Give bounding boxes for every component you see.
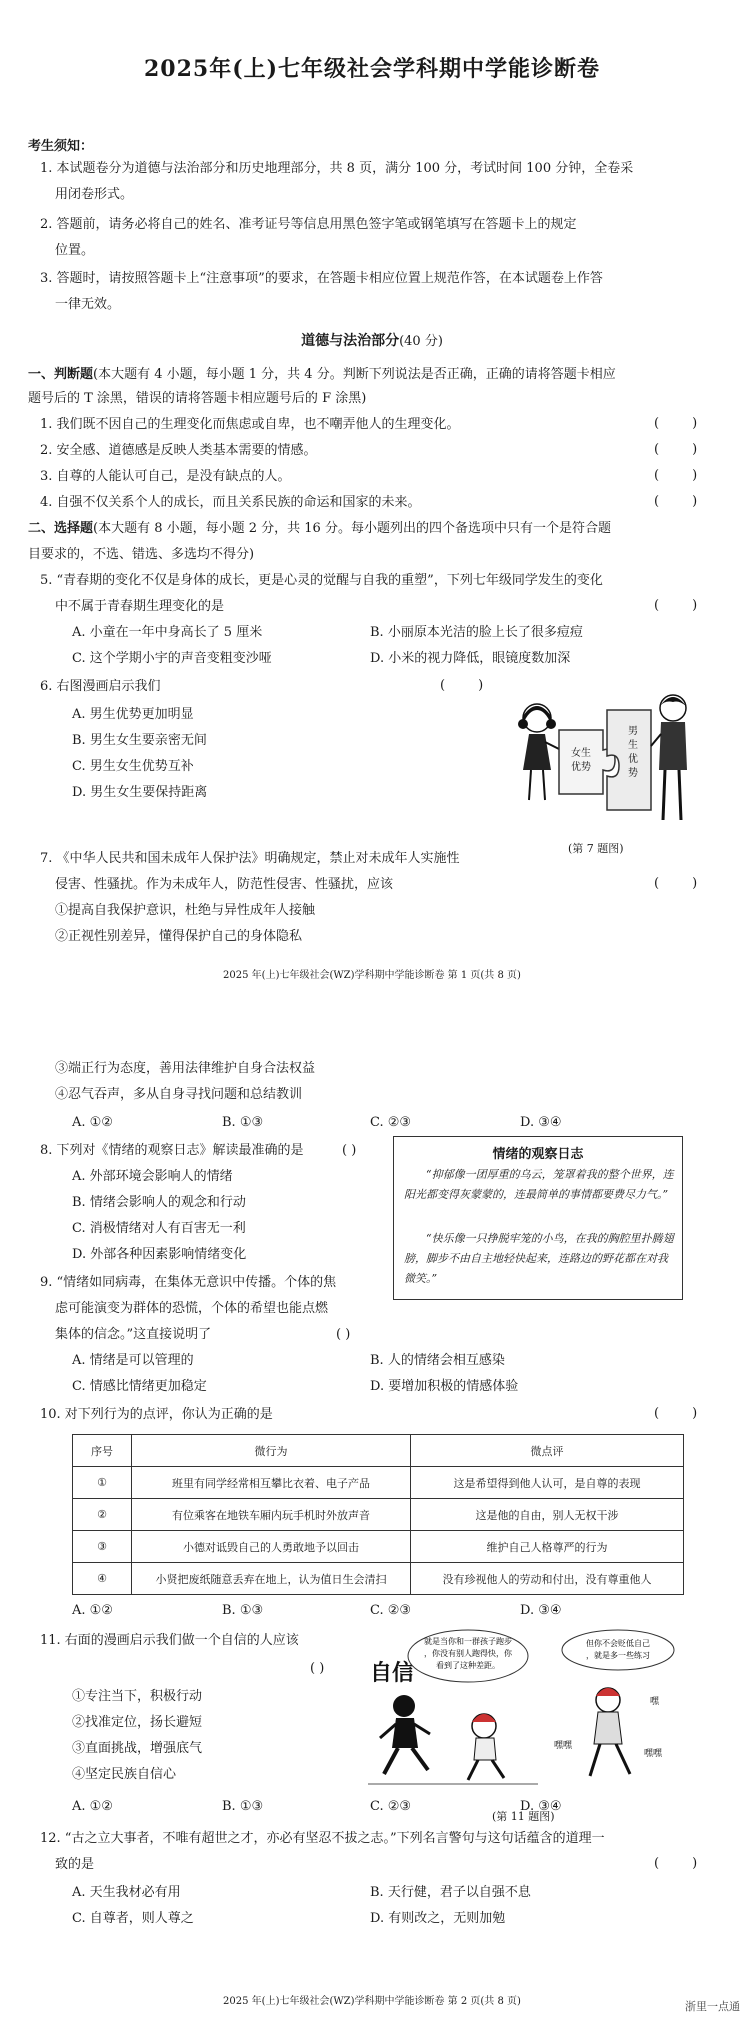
notice-2-line2: 位置。 [55, 243, 95, 258]
q12-option-b: B. 天行健，君子以自强不息 [370, 1885, 531, 1900]
tf-question-3: 3. 自尊的人能认可自己，是没有缺点的人。 [40, 469, 291, 484]
q9-option-c: C. 情感比情绪更加稳定 [72, 1379, 207, 1394]
q12-option-d: D. 有则改之，无则加勉 [370, 1911, 506, 1926]
q9-option-b: B. 人的情绪会相互感染 [370, 1353, 505, 1368]
exam-page-1 [0, 0, 744, 985]
q11-option-d: D. ③④ [520, 1799, 562, 1814]
figure11-caption: (第 11 题图) [492, 1810, 555, 1823]
table-cell: 班里有同学经常相互攀比衣着、电子产品 [132, 1467, 411, 1499]
q11-item-4: ④坚定民族自信心 [72, 1767, 177, 1782]
part1-desc-line2: 题号后的 T 涂黑，错误的请将答题卡相应题号后的 F 涂黑) [28, 391, 367, 406]
notice-1-line2: 用闭卷形式。 [55, 187, 134, 202]
q11-item-2: ②找准定位，扬长避短 [72, 1715, 203, 1730]
section-score: (40 分) [399, 334, 443, 349]
table-cell: 这是他的自由，别人无权干涉 [411, 1499, 684, 1531]
table-cell: 这是希望得到他人认可，是自尊的表现 [411, 1467, 684, 1499]
practicing-runner-figure [590, 1688, 630, 1776]
q9-option-a: A. 情绪是可以管理的 [72, 1353, 194, 1368]
table-header-row [73, 1435, 684, 1467]
boy-advantage-c4: 势 [628, 768, 638, 779]
runner-fast-figure [380, 1695, 430, 1774]
confidence-cartoon-figure [368, 1628, 688, 1798]
part2-intro [28, 520, 611, 538]
page-footer: 2025 年(上)七年级社会(WZ)学科期中学能诊断卷 第 1 页(共 8 页) [223, 970, 521, 981]
table-cell: 小贤把废纸随意丢弃在地上，认为值日生会清扫 [132, 1563, 411, 1595]
q5-stem-line1: 5. “青春期的变化不仅是身体的成长，更是心灵的觉醒与自我的重塑”，下列七年级同学发生的变化 [40, 573, 603, 588]
speech-bubble-2 [562, 1630, 674, 1670]
q7-option-d: D. ③④ [520, 1115, 562, 1130]
q8-stem: 8. 下列对《情绪的观察日志》解读最准确的是 [40, 1143, 304, 1158]
part1-desc-line1: (本大题有 4 小题，每小题 1 分，共 4 分。判断下列说法是否正确，正确的请将答题卡相应 [93, 367, 616, 382]
q12-option-c: C. 自尊者，则人尊之 [72, 1911, 194, 1926]
q7-stem-line2: 侵害、性骚扰。作为未成年人，防范性侵害、性骚扰，应该 [55, 877, 394, 892]
confidence-word: 自信 [370, 1661, 415, 1686]
q8-option-d: D. 外部各种因素影响情绪变化 [72, 1247, 247, 1262]
q10-option-a: A. ①② [72, 1603, 113, 1618]
part1-intro [28, 366, 616, 384]
table-row [73, 1499, 684, 1531]
bubble1-line1: 就是当你和一群孩子跑步 [424, 1637, 512, 1646]
table-cell: ③ [73, 1531, 132, 1563]
answer-paren: ( ) [654, 442, 698, 457]
boy-advantage-c2: 生 [628, 740, 638, 751]
hey-text: 嘿 [650, 1697, 660, 1707]
q12-option-a: A. 天生我材必有用 [72, 1885, 181, 1900]
q7-option-b: B. ①③ [222, 1115, 264, 1130]
q6-option-c: C. 男生女生优势互补 [72, 759, 194, 774]
part2-heading: 二、选择题 [28, 521, 94, 536]
q5-stem-line2: 中不属于青春期生理变化的是 [55, 599, 225, 614]
q9-option-d: D. 要增加积极的情感体验 [370, 1379, 519, 1394]
table-header-cell: 微点评 [411, 1435, 684, 1467]
q10-option-b: B. ①③ [222, 1603, 264, 1618]
q5-option-a: A. 小童在一年中身高长了 5 厘米 [72, 625, 263, 640]
q11-option-b: B. ①③ [222, 1799, 264, 1814]
girl-advantage-line2: 优势 [571, 762, 591, 773]
answer-paren: ( ) [654, 1406, 698, 1421]
bubble1-line3: 看到了这种差距。 [436, 1661, 500, 1670]
part1-heading: 一、判断题 [28, 367, 94, 382]
table-cell: 没有珍视他人的劳动和付出，没有尊重他人 [411, 1563, 684, 1595]
table-cell: ④ [73, 1563, 132, 1595]
q8-option-a: A. 外部环境会影响人的情绪 [72, 1169, 233, 1184]
answer-paren: ( ) [654, 876, 698, 891]
q9-stem-line2: 虑可能演变为群体的恐慌，个体的希望也能点燃 [55, 1301, 329, 1316]
tf-question-4: 4. 自强不仅关系个人的成长，而且关系民族的命运和国家的未来。 [40, 495, 421, 510]
table-header-cell: 微行为 [132, 1435, 411, 1467]
table-cell: 小德对诋毁自己的人勇敢地予以回击 [132, 1531, 411, 1563]
answer-paren: ( ) [440, 678, 484, 693]
table-cell: 维护自己人格尊严的行为 [411, 1531, 684, 1563]
table-cell: 有位乘客在地铁车厢内玩手机时外放声音 [132, 1499, 411, 1531]
table-row [73, 1563, 684, 1595]
watermark: 浙里一点通 [685, 2000, 740, 2013]
bubble1-line2: ，你没有别人跑得快，你 [424, 1649, 512, 1658]
q10-stem: 10. 对下列行为的点评，你认为正确的是 [40, 1407, 273, 1422]
heyhey-text-left: 嘿嘿 [554, 1741, 573, 1751]
emotion-diary-box [393, 1136, 683, 1300]
tf-question-2: 2. 安全感、道德感是反映人类基本需要的情感。 [40, 443, 317, 458]
table-cell: ① [73, 1467, 132, 1499]
bubble2-line1: 但你不会贬低自己 [586, 1639, 650, 1648]
page-footer: 2025 年(上)七年级社会(WZ)学科期中学能诊断卷 第 2 页(共 8 页) [223, 1996, 521, 2007]
notice-2-line1: 2. 答题前，请务必将自己的姓名、准考证号等信息用黑色签字笔或钢笔填写在答题卡上的规定 [40, 217, 577, 232]
q7-option-c: C. ②③ [370, 1115, 412, 1130]
table-row [73, 1531, 684, 1563]
diary-paragraph-1: “抑郁像一团厚重的乌云，笼罩着我的整个世界，连阳光都变得灰蒙蒙的，连最简单的事情都要费尽力气。” [404, 1168, 674, 1201]
figure7-caption: (第 7 题图) [568, 842, 624, 855]
q7-item-3: ③端正行为态度，善用法律维护自身合法权益 [55, 1061, 316, 1076]
q8-option-b: B. 情绪会影响人的观念和行动 [72, 1195, 246, 1210]
table-header-cell: 序号 [73, 1435, 132, 1467]
q12-stem-line2: 致的是 [55, 1857, 95, 1872]
q5-option-b: B. 小丽原本光洁的脸上长了很多痘痘 [370, 625, 583, 640]
q7-option-a: A. ①② [72, 1115, 113, 1130]
notice-1-line1: 1. 本试题卷分为道德与法治部分和历史地理部分，共 8 页，满分 100 分，考试时间 100 分钟，全卷采 [40, 161, 634, 176]
q11-item-3: ③直面挑战，增强底气 [72, 1741, 203, 1756]
q12-stem-line1: 12. “古之立大事者，不唯有超世之才，亦必有坚忍不拔之志。”下列名言警句与这句话蕴含的道理一 [40, 1831, 605, 1846]
section-title-text: 道德与法治部分 [301, 333, 400, 349]
answer-paren: ( ) [654, 598, 698, 613]
q7-item-1: ①提高自我保护意识，杜绝与异性成年人接触 [55, 903, 316, 918]
girl-advantage-line1: 女生 [571, 748, 591, 759]
q9-answer-paren: ( ) [336, 1327, 351, 1342]
notice-3-line1: 3. 答题时，请按照答题卡上“注意事项”的要求，在答题卡相应位置上规范作答，在本试题卷上作答 [40, 271, 603, 286]
notice-heading: 考生须知： [28, 139, 94, 154]
answer-paren: ( ) [654, 494, 698, 509]
section-title [0, 330, 744, 350]
q8-answer-paren: ( ) [342, 1143, 357, 1158]
answer-paren: ( ) [654, 468, 698, 483]
puzzle-cartoon-figure [515, 690, 690, 835]
answer-paren: ( ) [654, 1856, 698, 1871]
bubble2-line2: ，就是多一些练习 [586, 1651, 650, 1660]
q6-stem: 6. 右图漫画启示我们 [40, 679, 161, 694]
boy-figure [651, 695, 687, 820]
part2-desc-line2: 目要求的，不选、错选、多选均不得分) [28, 547, 255, 562]
q10-option-d: D. ③④ [520, 1603, 562, 1618]
exam-page-2 [0, 1040, 744, 2018]
tf-question-1: 1. 我们既不因自己的生理变化而焦虑或自卑，也不嘲弄他人的生理变化。 [40, 417, 460, 432]
exam-title: 2025年(上)七年级社会学科期中学能诊断卷 [143, 56, 601, 82]
behavior-review-table [72, 1434, 684, 1595]
q5-option-d: D. 小米的视力降低，眼镜度数加深 [370, 651, 571, 666]
q7-item-2: ②正视性别差异，懂得保护自己的身体隐私 [55, 929, 303, 944]
q11-option-c: C. ②③ [370, 1799, 412, 1814]
q6-option-a: A. 男生优势更加明显 [72, 707, 194, 722]
q7-item-4: ④忍气吞声，多从自身寻找问题和总结教训 [55, 1087, 303, 1102]
q9-stem-line3: 集体的信念。”这直接说明了 [55, 1327, 212, 1342]
q6-option-d: D. 男生女生要保持距离 [72, 785, 208, 800]
table-cell: ② [73, 1499, 132, 1531]
q8-option-c: C. 消极情绪对人有百害无一利 [72, 1221, 246, 1236]
table-row [73, 1467, 684, 1499]
diary-title: 情绪的观察日志 [492, 1147, 584, 1162]
boy-advantage-c3: 优 [628, 754, 638, 765]
q10-option-c: C. ②③ [370, 1603, 412, 1618]
diary-paragraph-2: “快乐像一只挣脱牢笼的小鸟，在我的胸腔里扑腾翅膀，脚步不由自主地轻快起来，连路边的野花都在对我微笑。” [404, 1232, 674, 1285]
part2-desc-line1: (本大题有 8 小题，每小题 2 分，共 16 分。每小题列出的四个备选项中只有一个是符合题 [93, 521, 611, 536]
q11-option-a: A. ①② [72, 1799, 113, 1814]
notice-3-line2: 一律无效。 [55, 297, 121, 312]
runner-slow-figure [468, 1714, 504, 1780]
q11-answer-paren: ( ) [310, 1661, 325, 1676]
q11-item-1: ①专注当下，积极行动 [72, 1689, 203, 1704]
q9-stem-line1: 9. “情绪如同病毒，在集体无意识中传播。个体的焦 [40, 1275, 337, 1290]
heyhey-text-right: 嘿嘿 [644, 1749, 663, 1759]
boy-advantage-c1: 男 [628, 726, 638, 737]
girl-figure [518, 704, 561, 800]
q6-option-b: B. 男生女生要亲密无间 [72, 733, 207, 748]
answer-paren: ( ) [654, 416, 698, 431]
q5-option-c: C. 这个学期小宇的声音变粗变沙哑 [72, 651, 272, 666]
q11-stem: 11. 右面的漫画启示我们做一个自信的人应该 [40, 1633, 299, 1648]
q7-stem-line1: 7. 《中华人民共和国未成年人保护法》明确规定，禁止对未成年人实施性 [40, 851, 460, 866]
